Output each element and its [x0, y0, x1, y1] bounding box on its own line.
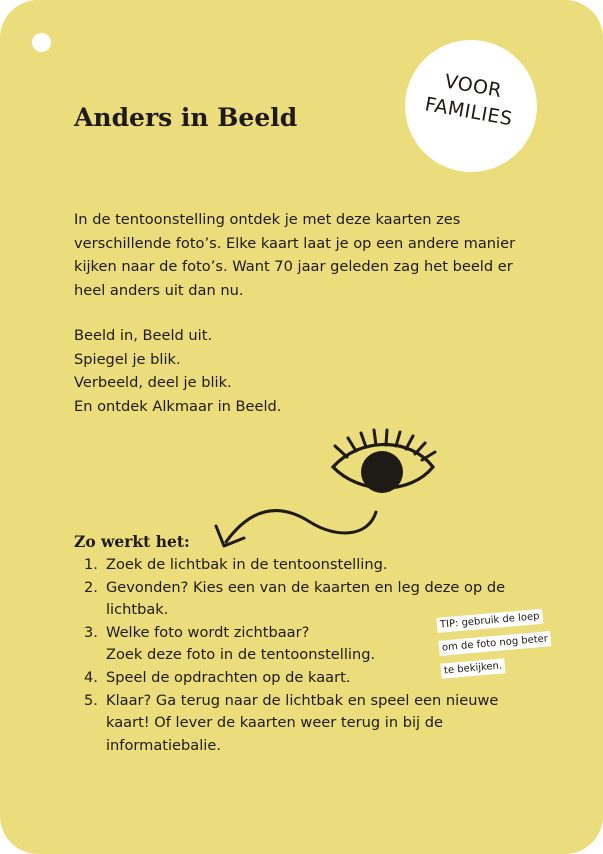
step-text-line-2: Zoek deze foto in de tentoonstelling.	[106, 646, 376, 664]
step-number: 1.	[84, 556, 98, 573]
tagline-line-1: Beeld in, Beeld uit.	[74, 327, 213, 344]
tip-line-2: om de foto nog beter	[438, 631, 551, 656]
tip-note	[436, 601, 581, 682]
step-number: 4.	[84, 668, 98, 686]
badge-line-2: FAMILIES	[423, 93, 515, 131]
intro-text	[74, 208, 534, 302]
step-number: 5.	[84, 691, 98, 709]
tagline-line-4: En ontdek Alkmaar in Beeld.	[74, 397, 282, 415]
how-it-works-title: Zo werkt het:	[74, 532, 190, 551]
step-text: Zoek de lichtbak in de tentoonstelling.	[106, 556, 388, 573]
step-number: 3.	[84, 623, 98, 641]
curved-arrow-icon	[200, 498, 390, 554]
audience-badge-text	[401, 62, 540, 136]
tagline	[74, 324, 494, 418]
audience-badge	[405, 40, 537, 172]
step-text: Gevonden? Kies een van de kaarten en leg deze op de lichtbak.	[106, 578, 506, 619]
eye-icon	[325, 427, 440, 502]
step-number: 2.	[84, 578, 98, 596]
step-item	[84, 554, 544, 577]
step-text: Klaar? Ga terug naar de lichtbak en speel een nieuwe kaart! Of lever de kaarten weer terug in bij de informatiebalie.	[106, 691, 499, 754]
step-text-line-1: Welke foto wordt zichtbaar?	[106, 623, 310, 641]
intro-paragraph: In de tentoonstelling ontdek je met deze kaarten zes verschillende foto’s. Elke kaart laat je op een andere manier kijken naar de foto’s. Want 70 jaar geleden zag het beeld er heel anders uit dan nu.	[74, 211, 516, 299]
punch-hole	[32, 33, 51, 52]
page-title: Anders in Beeld	[74, 103, 298, 132]
tagline-line-2: Spiegel je blik.	[74, 350, 181, 368]
tip-line-1: TIP: gebruik de loep	[436, 609, 543, 633]
badge-line-1: VOOR	[442, 70, 504, 103]
tagline-line-3: Verbeeld, deel je blik.	[74, 374, 232, 391]
step-text: Speel de opdrachten op de kaart.	[106, 668, 351, 686]
tip-line-3: te bekijken.	[440, 658, 505, 679]
step-item	[84, 690, 544, 758]
